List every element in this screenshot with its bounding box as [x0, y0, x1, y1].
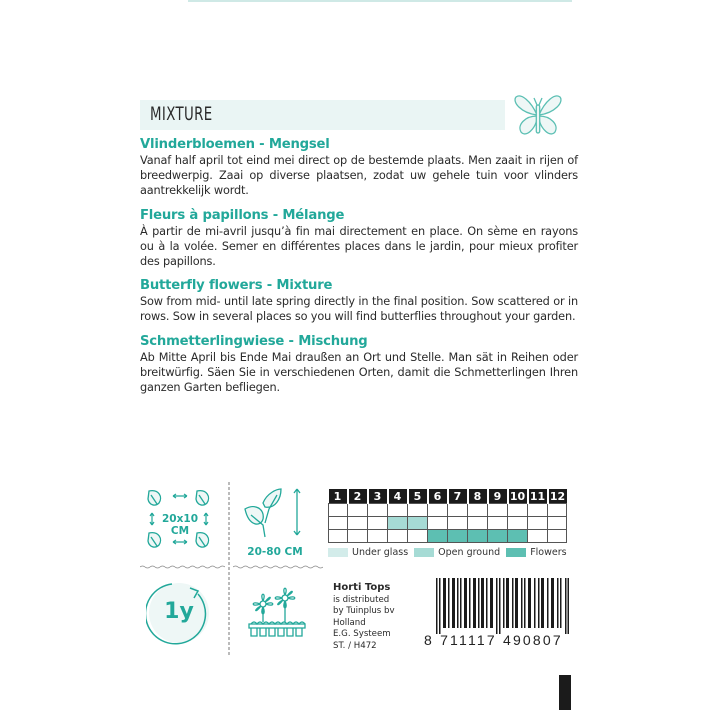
calendar-row-open-ground — [329, 517, 567, 530]
month-header: 6 — [428, 489, 448, 504]
month-header: 8 — [468, 489, 488, 504]
banner-label: MIXTURE — [150, 103, 213, 125]
section-title: Schmetterlingwiese - Mischung — [140, 333, 368, 349]
month-header: 5 — [408, 489, 428, 504]
section-de — [140, 334, 578, 396]
section-title: Vlinderbloemen - Mengsel — [140, 137, 330, 152]
month-header: 3 — [368, 489, 388, 504]
month-header: 2 — [348, 489, 368, 504]
horizontal-divider — [233, 564, 323, 570]
top-divider — [188, 0, 572, 2]
legend-open-ground: Open ground — [414, 547, 500, 558]
description-content — [140, 137, 578, 404]
section-title: Butterfly flowers - Mixture — [140, 278, 333, 294]
vertical-divider — [228, 482, 230, 657]
calendar-row-under-glass — [329, 504, 567, 517]
month-header: 4 — [388, 489, 408, 504]
calendar-legend — [328, 547, 573, 558]
lifecycle-label: 1y — [164, 599, 194, 624]
section-title: Fleurs à papillons - Mélange — [140, 207, 345, 223]
horizontal-divider — [140, 564, 225, 570]
month-header: 11 — [528, 489, 548, 504]
distributor-info: Horti Tops is distributed by Tuinplus bv Holland E.G. Systeem ST. / H472 — [333, 582, 395, 651]
legend-flowers: Flowers — [506, 547, 566, 558]
calendar-row-flowers — [329, 530, 567, 543]
flowers-cell — [428, 530, 448, 543]
sowing-calendar — [328, 489, 567, 543]
butterfly-icon — [513, 93, 563, 138]
flowers-cell — [508, 530, 528, 543]
brand-name: Horti Tops — [333, 582, 391, 593]
flowers-cell — [488, 530, 508, 543]
section-body: À partir de mi-avril jusqu’à fin mai directement en place. On sème en rayons ou à la volée. Semer en différentes places dans le jardin, pour mieux profiter des papillons. — [140, 224, 578, 269]
swatch — [414, 548, 434, 557]
section-fr — [140, 208, 578, 270]
month-header: 10 — [508, 489, 528, 504]
open-ground-cell — [408, 517, 428, 530]
plant-height-label: 20-80 CM — [247, 546, 303, 558]
swatch — [328, 548, 348, 557]
section-body: Sow from mid- until late spring directly in the final position. Sow scattered or in rows. Sow in several places so you will find butterflies throughout your garden. — [140, 295, 578, 324]
registration-mark — [559, 675, 571, 710]
open-ground-cell — [388, 517, 408, 530]
plant-height-icon — [243, 487, 308, 542]
section-body: Ab Mitte April bis Ende Mai draußen an Ort und Stelle. Man sät in Reihen oder breitwürfig. Säen Sie in verschiedenen Orten, damit die Schmetterlingen Ihren ganzen Garten befliegen. — [140, 350, 578, 395]
barcode-number: 8 711117 490807 — [424, 632, 563, 648]
calendar-header — [329, 489, 567, 504]
month-header: 9 — [488, 489, 508, 504]
section-nl — [140, 137, 578, 199]
month-header: 1 — [329, 489, 348, 504]
flowers-cell — [448, 530, 468, 543]
spacing-label: 20x10 CM — [162, 513, 198, 537]
legend-under-glass: Under glass — [328, 547, 408, 558]
month-header: 7 — [448, 489, 468, 504]
month-header: 12 — [548, 489, 567, 504]
swatch — [506, 548, 526, 557]
flowers-cell — [468, 530, 488, 543]
section-body: Vanaf half april tot eind mei direct op de bestemde plaats. Men zaait in rijen of breedwerpig. Zaai op diverse plaatsen, zodat uw gehele tuin voor vlinders aantrekkelijk wordt. — [140, 154, 578, 198]
barcode — [436, 578, 569, 634]
section-en — [140, 278, 578, 324]
seedling-tray-icon — [247, 586, 307, 638]
